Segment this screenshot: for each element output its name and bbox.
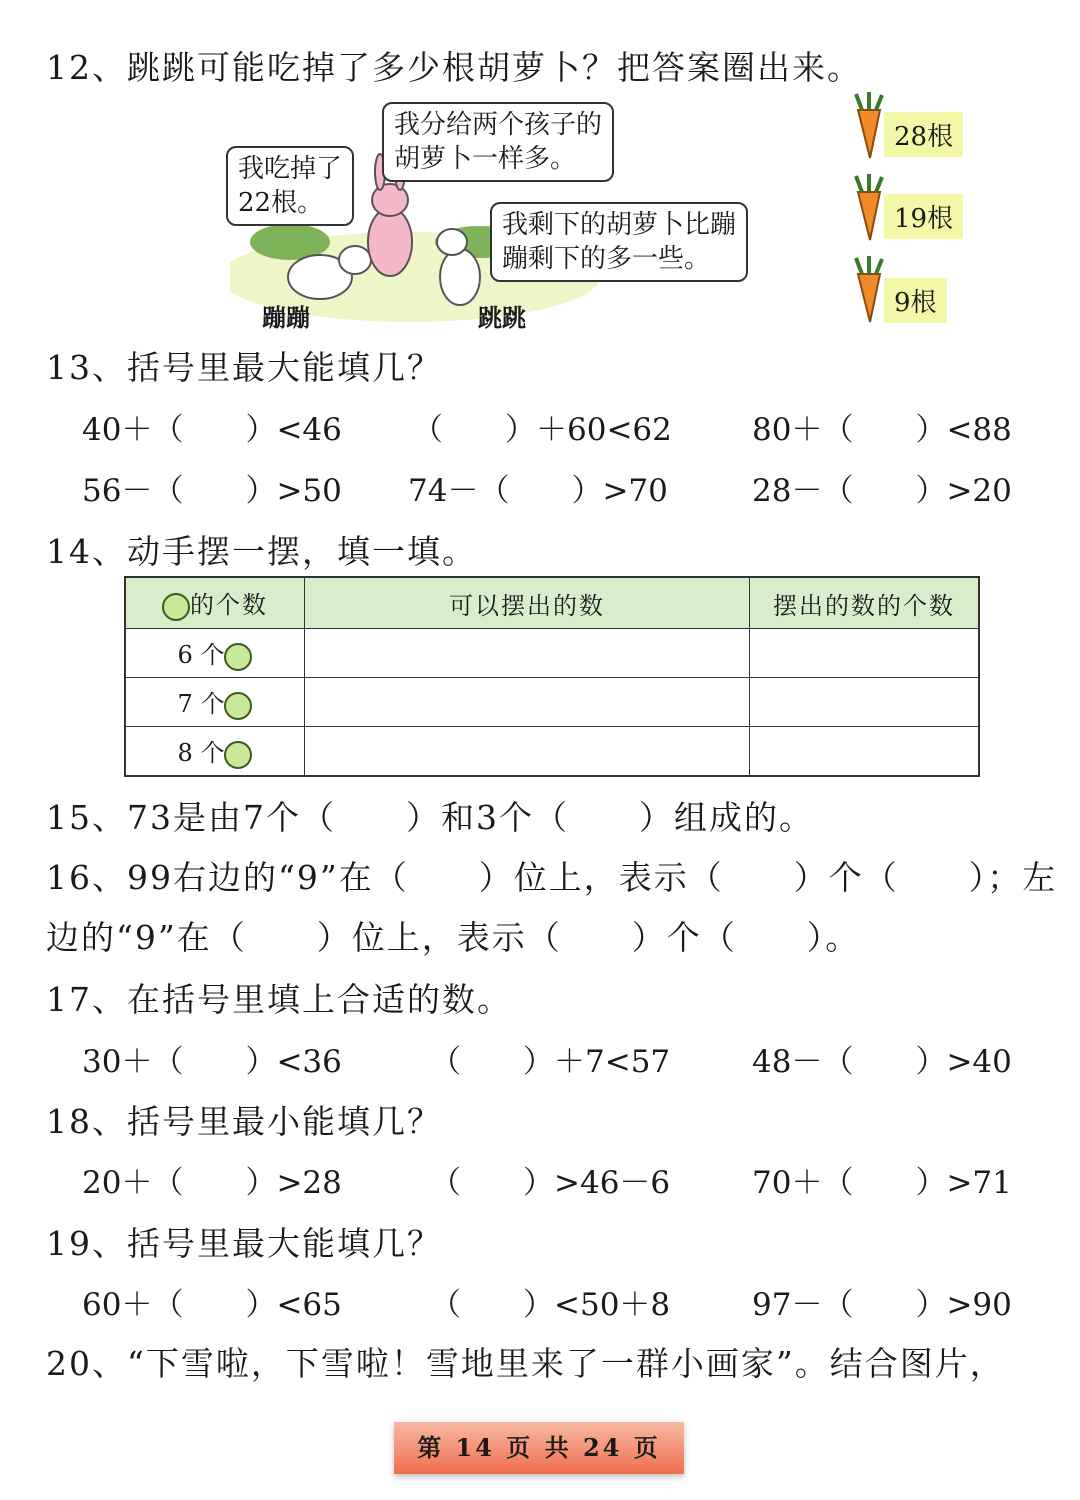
speech-bubble-tiaotiao [490,202,748,282]
answer-cell[interactable] [305,678,750,727]
question-13: 13、括号里最大能填几？ [46,348,442,387]
expression[interactable]: （ ）>46－6 [430,1165,671,1201]
expression[interactable]: 80＋（ ）<88 [752,412,1012,448]
header-label: 的个数 [190,591,268,620]
row-label [125,629,305,678]
expression[interactable]: 40＋（ ）<46 [82,412,342,448]
expression[interactable]: 28－（ ）>20 [752,473,1012,509]
answer-cell[interactable] [305,629,750,678]
row-label [125,678,305,727]
answer-cell[interactable] [750,629,980,678]
expression[interactable]: （ ）＋7<57 [430,1044,671,1080]
expression[interactable]: （ ）＋60<62 [412,412,672,448]
answer-options [846,92,976,332]
bubble-line: 蹦剩下的多一些。 [502,244,711,274]
table-header-row [125,577,979,629]
speech-bubble-mother [382,102,614,182]
header-number-count: 摆出的数的个数 [750,577,980,629]
circle-icon [162,593,190,621]
bubble-line: 22根。 [238,188,324,218]
question-15[interactable]: 15、73是由7个（ ）和3个（ ）组成的。 [46,798,814,837]
answer-cell[interactable] [305,727,750,777]
option-9[interactable]: 9根 [884,278,947,323]
expression[interactable]: 97－（ ）>90 [752,1287,1012,1323]
answer-cell[interactable] [750,727,980,777]
expression[interactable]: 48－（ ）>40 [752,1044,1012,1080]
row-count: 6 个 [177,641,225,670]
circle-icon [224,643,252,671]
question-17: 17、在括号里填上合适的数。 [46,980,512,1019]
expression[interactable]: 56－（ ）>50 [82,473,342,509]
speech-bubble-bengbeng [226,146,354,226]
header-possible-numbers: 可以摆出的数 [305,577,750,629]
row-count: 7 个 [177,690,225,719]
answer-cell[interactable] [750,678,980,727]
bubble-line: 我分给两个孩子的 [394,110,603,140]
question-20: 20、“下雪啦，下雪啦！雪地里来了一群小画家”。结合图片， [46,1344,1005,1383]
page-number-footer: 第 14 页 共 24 页 [394,1422,684,1474]
table-row [125,629,979,678]
question-16-line-2[interactable]: 边的“9”在（ ）位上，表示（ ）个（ ）。 [46,918,861,957]
question-18: 18、括号里最小能填几？ [46,1102,442,1141]
header-circle-count [125,577,305,629]
circle-icon [224,692,252,720]
bubble-line: 我剩下的胡萝卜比蹦 [502,210,737,240]
option-19[interactable]: 19根 [884,194,963,239]
question-16-line-1[interactable]: 16、99右边的“9”在（ ）位上，表示（ ）个（ ）；左 [46,858,1058,897]
table-row [125,727,979,777]
counting-table [124,576,980,777]
expression[interactable]: （ ）<50＋8 [430,1287,671,1323]
circle-icon [224,741,252,769]
row-count: 8 个 [177,739,225,768]
expression[interactable]: 70＋（ ）>71 [752,1165,1012,1201]
expression[interactable]: 74－（ ）>70 [408,473,668,509]
bubble-line: 胡萝卜一样多。 [394,144,577,174]
bubble-line: 我吃掉了 [238,154,343,184]
question-19: 19、括号里最大能填几？ [46,1224,442,1263]
rabbit-name-bengbeng: 蹦蹦 [262,303,310,332]
rabbit-name-tiaotiao: 跳跳 [478,303,526,332]
question-12: 12、跳跳可能吃掉了多少根胡萝卜？把答案圈出来。 [46,48,862,87]
table-row [125,678,979,727]
expression[interactable]: 60＋（ ）<65 [82,1287,342,1323]
question-14: 14、动手摆一摆，填一填。 [46,532,477,571]
option-28[interactable]: 28根 [884,112,963,157]
row-label [125,727,305,777]
expression[interactable]: 20＋（ ）>28 [82,1165,342,1201]
expression[interactable]: 30＋（ ）<36 [82,1044,342,1080]
